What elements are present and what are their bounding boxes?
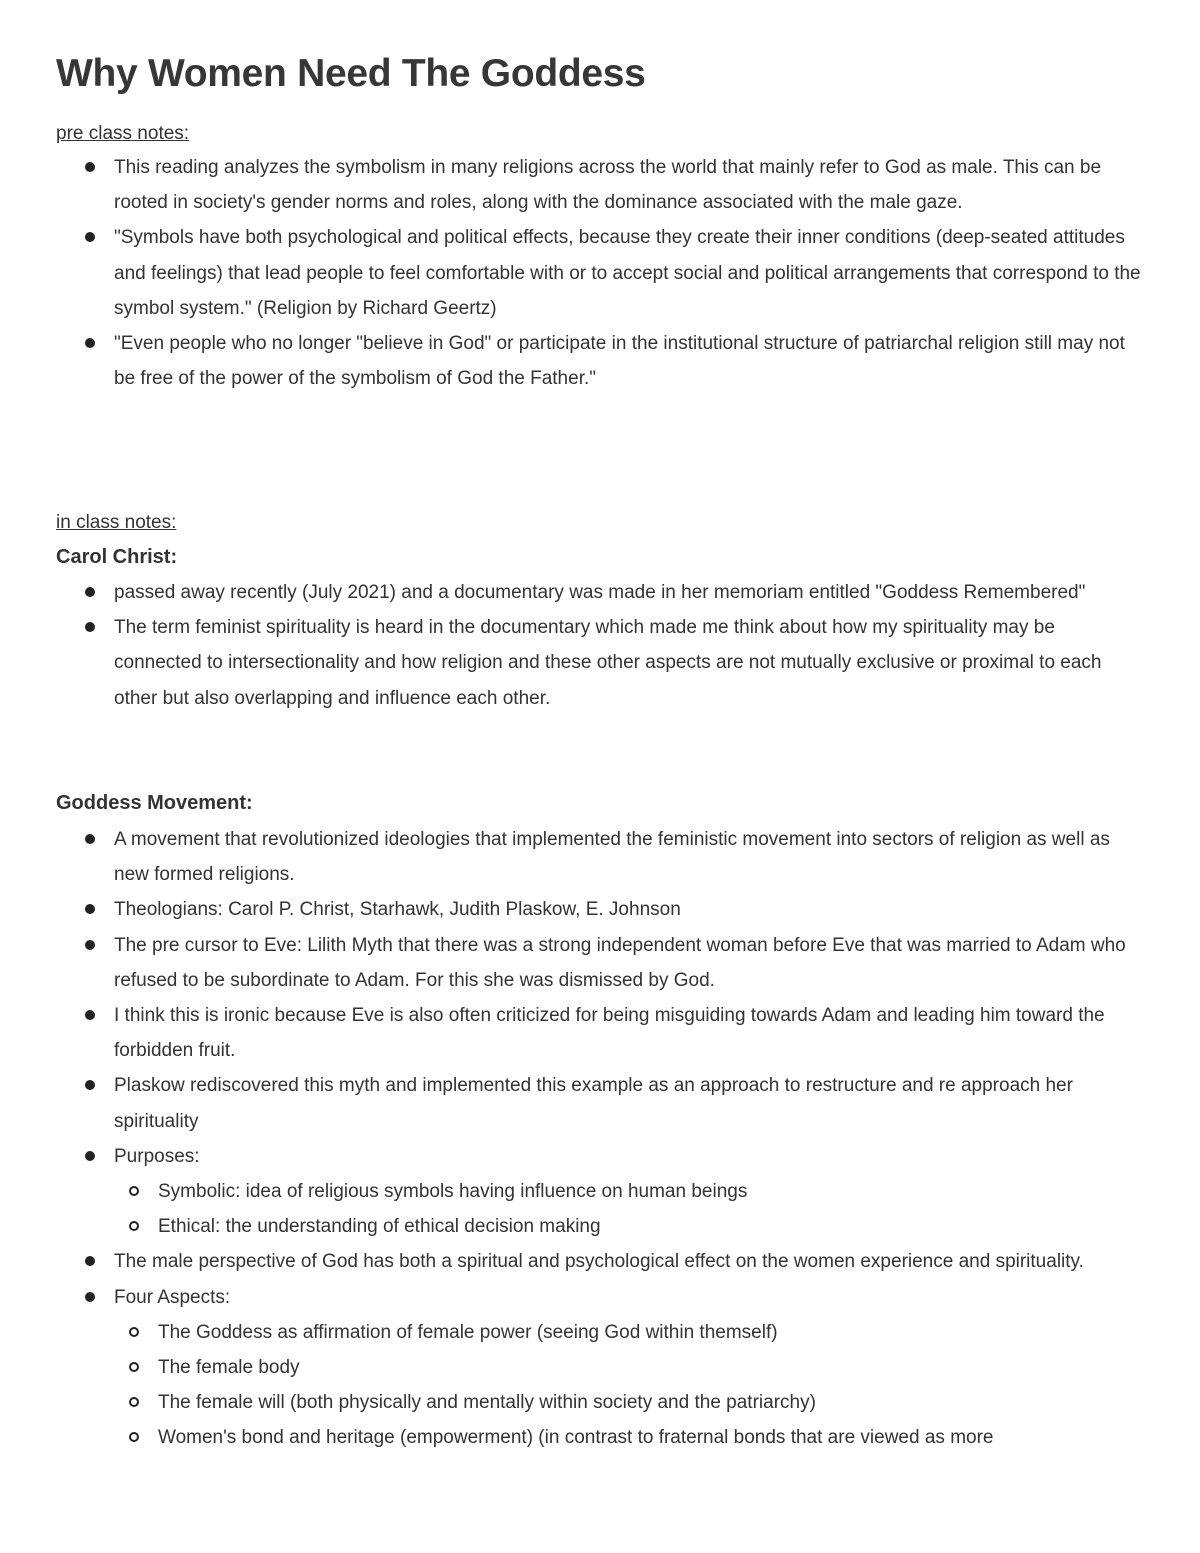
bullet-icon [85, 622, 95, 632]
bullet-icon [85, 1151, 95, 1161]
list-item [0, 575, 1142, 610]
bullet-icon [85, 338, 95, 348]
list-item [0, 1244, 1142, 1279]
list-item-text: I think this is ironic because Eve is also often criticized for being misguiding towards Adam and leading him toward the forbidden fruit. [114, 1005, 1105, 1062]
list-item [0, 822, 1142, 892]
bullet-icon [85, 904, 95, 914]
sub-list-item [0, 1209, 1143, 1244]
list-item [0, 1280, 1142, 1315]
list-item-text: The pre cursor to Eve: Lilith Myth that there was a strong independent woman before Eve that was married to Adam who refused to be subordinate to Adam. For this she was dismissed by God. [114, 934, 1126, 991]
list-item [0, 892, 1142, 927]
list-item-text: passed away recently (July 2021) and a documentary was made in her memoriam entitled "Goddess Remembered" [114, 582, 1086, 603]
sub-list-item [0, 1420, 1143, 1455]
list-item [0, 1139, 1142, 1174]
document-title: Why Women Need The Goddess [56, 52, 646, 95]
bullet-icon [85, 940, 95, 950]
list-item-text: Theologians: Carol P. Christ, Starhawk, Judith Plaskow, E. Johnson [114, 899, 681, 921]
list-item-text: The female body [158, 1357, 300, 1379]
list-item [0, 928, 1142, 998]
list-item [0, 998, 1142, 1068]
list-item-text: The male perspective of God has both a spiritual and psychological effect on the women experience and spirituality. [114, 1251, 1084, 1273]
sub-list-item [0, 1174, 1143, 1209]
bullet-icon [85, 1080, 95, 1090]
bullet-icon [85, 1292, 95, 1302]
pre-class-list [0, 150, 1142, 396]
hollow-bullet-icon [129, 1362, 139, 1372]
hollow-bullet-icon [129, 1397, 139, 1407]
list-item-text: Ethical: the understanding of ethical decision making [158, 1216, 601, 1238]
bullet-icon [85, 1256, 95, 1266]
pre-class-label: pre class notes: [56, 123, 190, 144]
sub-list-item [0, 1385, 1143, 1420]
bullet-icon [85, 232, 95, 242]
bullet-icon [85, 587, 95, 597]
list-item-text: "Symbols have both psychological and political effects, because they create their inner conditions (deep-seated attitudes and feelings) that lead people to feel comfortable with or to accept social and political arrangements that correspond to the symbol system." (Religion by Richard Geertz) [114, 227, 1141, 319]
list-item [0, 220, 1142, 326]
list-item-text: The female will (both physically and mentally within society and the patriarchy) [158, 1392, 816, 1414]
hollow-bullet-icon [129, 1432, 139, 1442]
list-item-text: Symbolic: idea of religious symbols having influence on human beings [158, 1181, 748, 1203]
goddess-movement-list [0, 822, 1143, 1456]
bullet-icon [85, 834, 95, 844]
list-item-text: Plaskow rediscovered this myth and implemented this example as an approach to restructure and re approach her spirituality [114, 1075, 1073, 1132]
bullet-icon [85, 1010, 95, 1020]
hollow-bullet-icon [129, 1186, 139, 1196]
sub-list-item [0, 1315, 1143, 1350]
goddess-movement-heading: Goddess Movement: [56, 792, 253, 814]
list-item [0, 150, 1142, 220]
hollow-bullet-icon [129, 1327, 139, 1337]
list-item-text: Four Aspects: [114, 1286, 231, 1308]
list-item [0, 326, 1142, 396]
hollow-bullet-icon [129, 1221, 139, 1231]
in-class-label: in class notes: [56, 512, 177, 533]
list-item-text: This reading analyzes the symbolism in many religions across the world that mainly refer to God as male. This can be rooted in society's gender norms and roles, along with the dominance associated with the male gaze. [114, 157, 1102, 214]
list-item-text: The Goddess as affirmation of female power (seeing God within themself) [158, 1321, 778, 1343]
carol-christ-list [0, 575, 1142, 716]
list-item-text: A movement that revolutionized ideologies that implemented the feministic movement into sectors of religion as well as new formed religions. [114, 829, 1110, 886]
list-item-text: Purposes: [114, 1145, 200, 1167]
list-item [0, 1068, 1142, 1138]
list-item-text: The term feminist spirituality is heard in the documentary which made me think about how my spirituality may be connected to intersectionality and how religion and these other aspects are not mutually exclusive or proximal to each other but also overlapping and influence each other. [114, 617, 1102, 709]
list-item-text: "Even people who no longer "believe in God" or participate in the institutional structure of patriarchal religion still may not be free of the power of the symbolism of God the Father." [114, 333, 1125, 390]
list-item [0, 610, 1142, 716]
carol-christ-heading: Carol Christ: [56, 546, 178, 568]
bullet-icon [85, 162, 95, 172]
sub-list-item [0, 1350, 1143, 1385]
list-item-text: Women's bond and heritage (empowerment) (in contrast to fraternal bonds that are viewed as more [158, 1427, 994, 1449]
